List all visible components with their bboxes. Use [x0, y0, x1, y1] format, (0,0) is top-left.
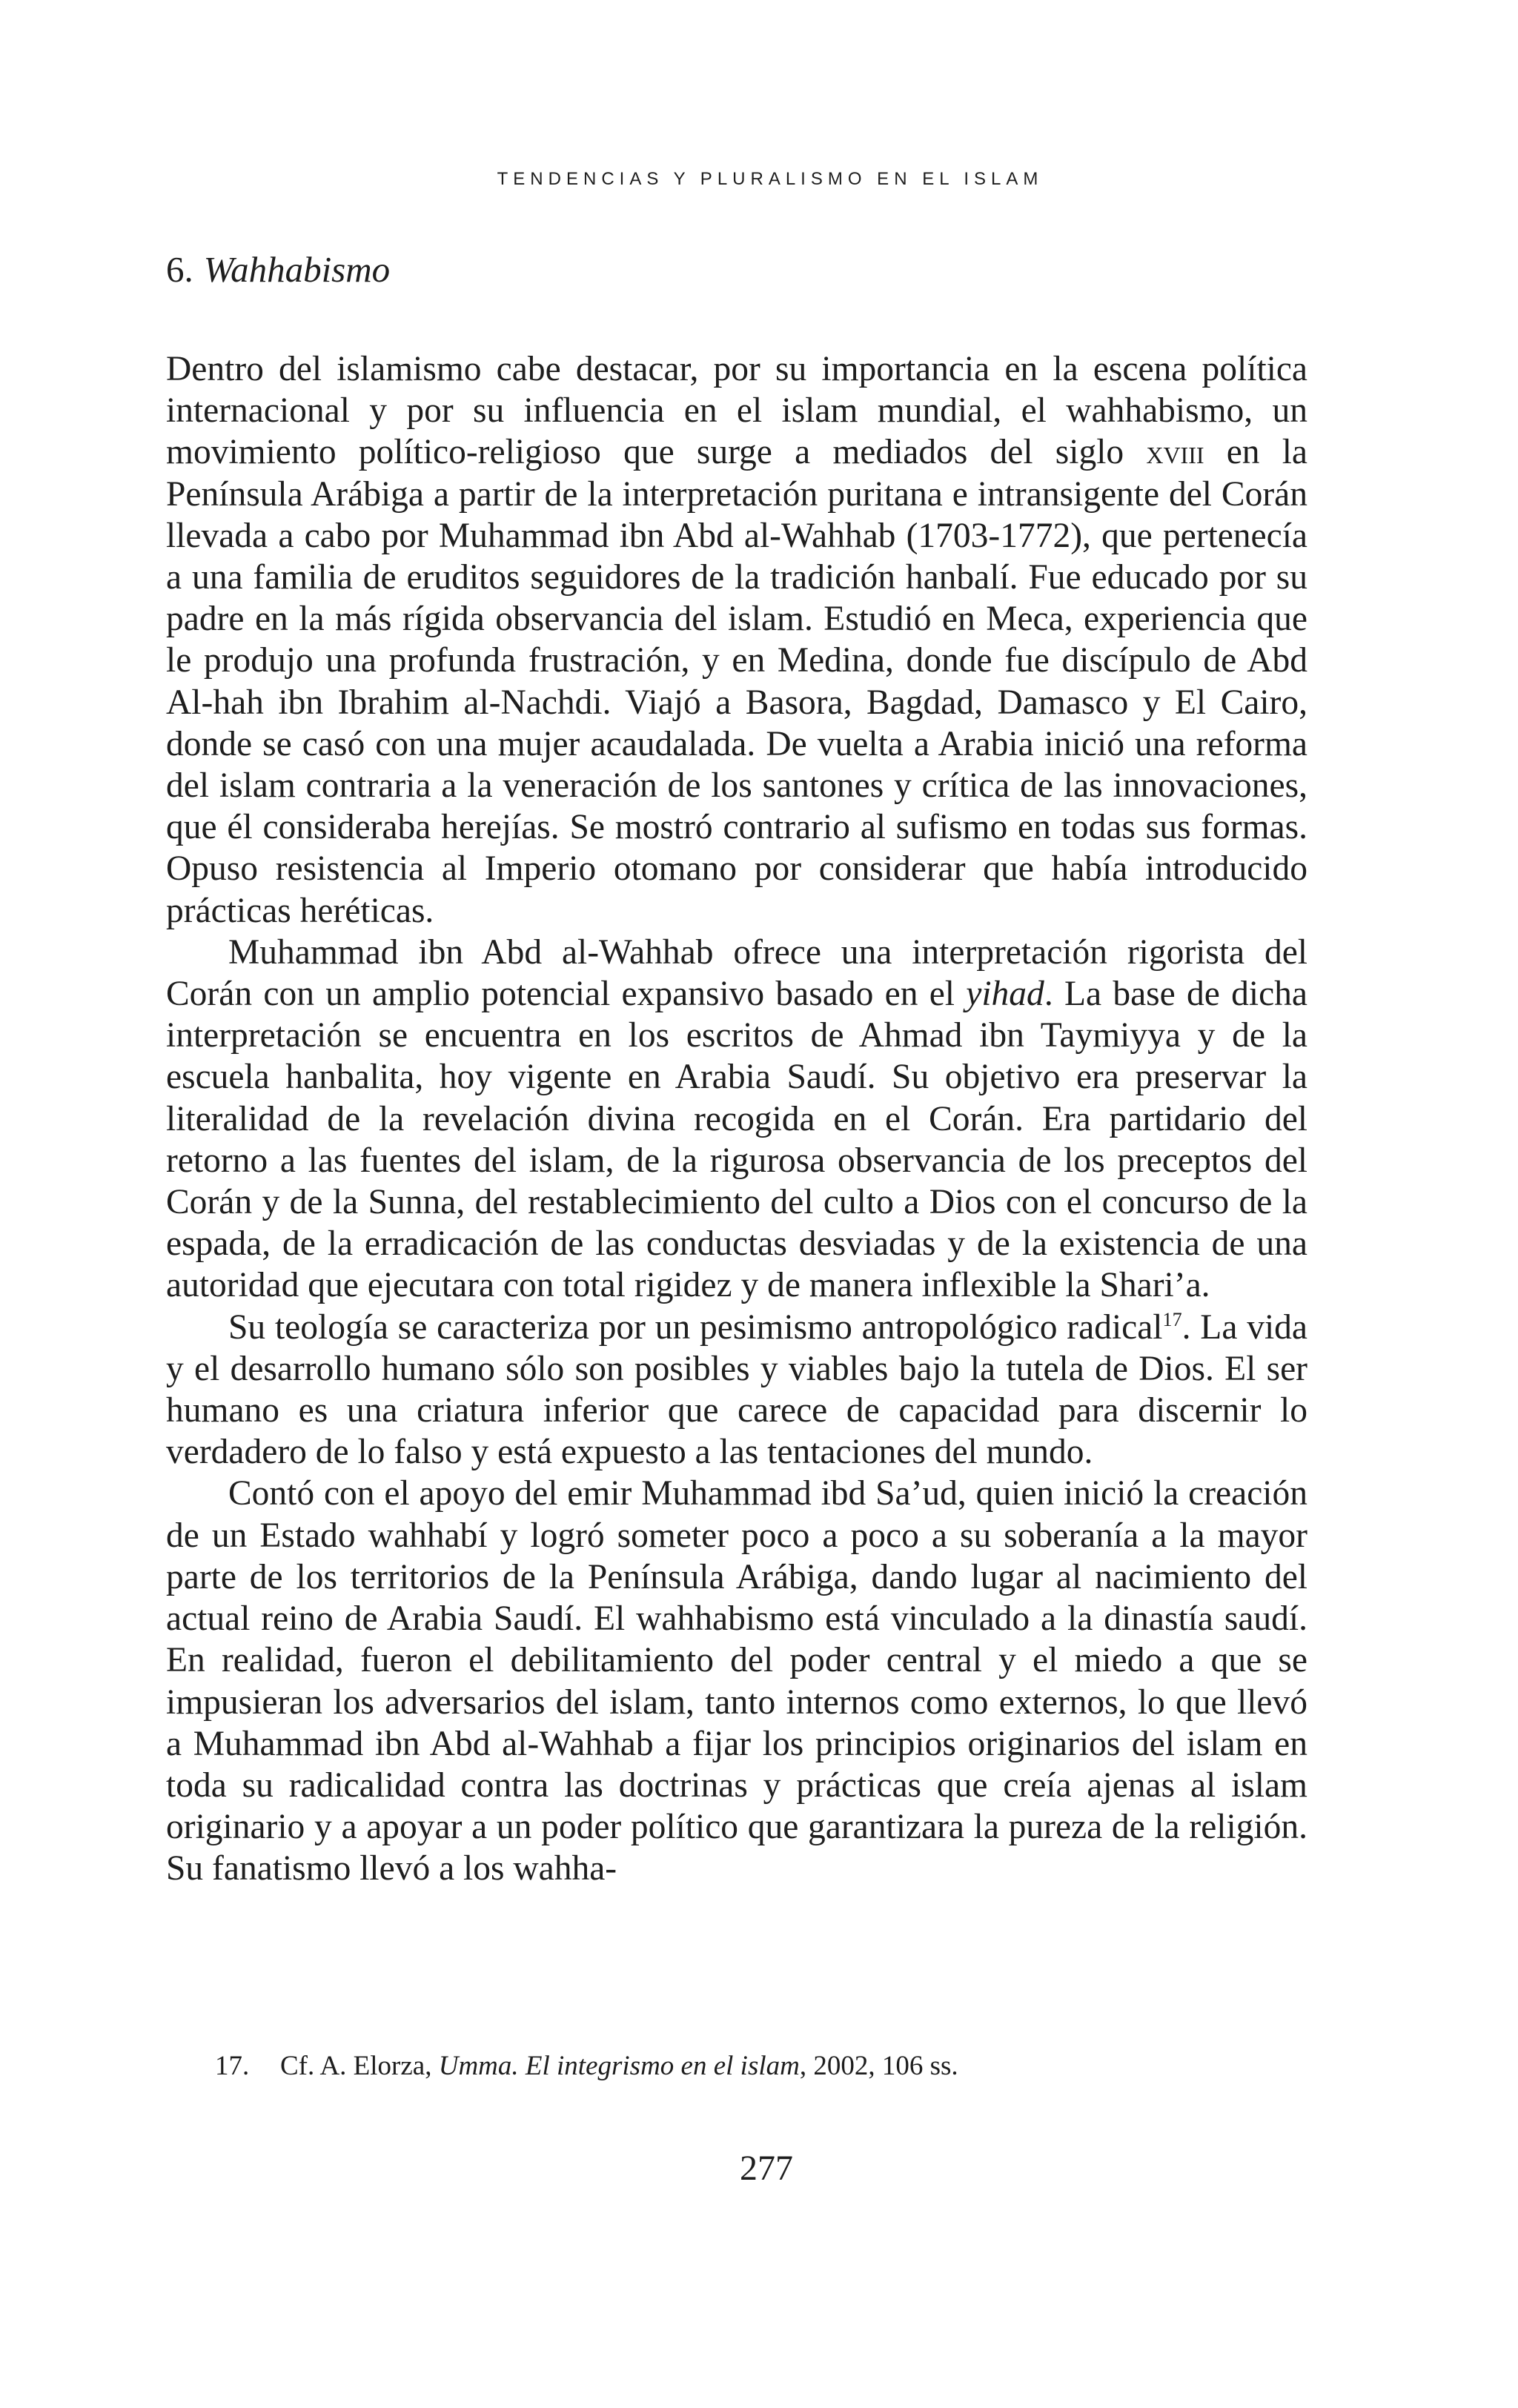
paragraph-1-text-b: en la Península Arábiga a partir de la interpretación puritana e intransigente del Corán llevada a cabo por Muhammad ibn Abd al-Wahhab (1703-1772), que pertenecía a una familia de eruditos seguidores de la tradición hanbalí. Fue educado por su padre en la más rígida observancia del islam. Estudió en Meca, experiencia que le produjo una profunda frustración, y en Medina, donde fue discípulo de Abd Al-hah ibn Ibrahim al-Nachdi. Viajó a Basora, Bagdad, Damasco y El Cairo, donde se casó con una mujer acaudalada. De vuelta a Arabia inició una reforma del islam contraria a la veneración de los santones y crítica de las innovaciones, que él consideraba herejías. Se mostró contrario al sufismo en todas sus formas. Opuso resistencia al Imperio otomano por considerar que había introducido prácticas heréticas. [166, 433, 1307, 930]
paragraph-3-text-b: . La vida y el desarrollo humano sólo son posibles y viables bajo la tutela de Dios. El ser humano es una criatura inferior que carece de capacidad para discernir lo verdadero de lo falso y está expuesto a las tentaciones del mundo. [166, 1307, 1307, 1472]
section-title: Wahhabismo [203, 249, 391, 290]
footnote-text-b: , 2002, 106 ss. [799, 2051, 958, 2081]
italic-term-yihad: yihad [966, 975, 1044, 1014]
footnote [215, 2050, 1312, 2083]
paragraph-2-text-a: Muhammad ibn Abd al-Wahhab ofrece una interpretación rigorista del Corán con un amplio potencial expansivo basado en el [166, 932, 1307, 1014]
paragraph-2 [166, 932, 1307, 1307]
paragraph-3-text-a: Su teología se caracteriza por un pesimismo antropológico radical [228, 1307, 1163, 1347]
paragraph-1 [166, 348, 1307, 932]
paragraph-2-text-b: . La base de dicha interpretación se encuentra en los escritos de Ahmad ibn Taymiyya y de la escuela hanbalita, hoy vigente en Arabia Saudí. Su objetivo era preservar la literalidad de la revelación divina recogida en el Corán. Era partidario del retorno a las fuentes del islam, de la rigurosa observancia de los preceptos del Corán y de la Sunna, del restablecimiento del culto a Dios con el concurso de la espada, de la erradicación de las conductas desviadas y de la existencia de una autoridad que ejecutara con total rigidez y de manera inflexible la Shari’a. [166, 975, 1307, 1305]
footnote-reference[interactable]: 17 [1162, 1308, 1182, 1330]
section-heading [166, 248, 390, 291]
paragraph-4: Contó con el apoyo del emir Muhammad ibd Sa’ud, quien inició la creación de un Estado wahhabí y logró someter poco a poco a su soberanía a la mayor parte de los territorios de la Península Arábiga, dando lugar al nacimiento del actual reino de Arabia Saudí. El wahhabismo está vinculado a la dinastía saudí. En realidad, fueron el debilitamiento del poder central y el miedo a que se impusieran los adversarios del islam, tanto internos como externos, lo que llevó a Muhammad ibn Abd al-Wahhab a fijar los principios originarios del islam en toda su radicalidad contra las doctrinas y prácticas que creía ajenas al islam originario y a apoyar a un poder político que garantizara la pureza de la religión. Su fanatismo llevó a los wahha- [166, 1474, 1307, 1888]
footnote-number: 17. [215, 2051, 250, 2081]
paragraph-1-text-a: Dentro del islamismo cabe destacar, por su importancia en la escena política internacional y por su influencia en el islam mundial, el wahhabismo, un movimiento político-religioso que surge a mediados del siglo [166, 350, 1307, 472]
body-text [166, 348, 1307, 1890]
footnote-text-a: Cf. A. Elorza, [280, 2051, 439, 2081]
footnote-book-title: Umma. El integrismo en el islam [438, 2051, 800, 2081]
page-number: 277 [740, 2149, 793, 2188]
running-header: TENDENCIAS Y PLURALISMO EN EL ISLAM [497, 169, 1044, 189]
century-numeral: xviii [1146, 434, 1204, 471]
section-number: 6. [166, 249, 193, 290]
paragraph-3 [166, 1307, 1307, 1473]
